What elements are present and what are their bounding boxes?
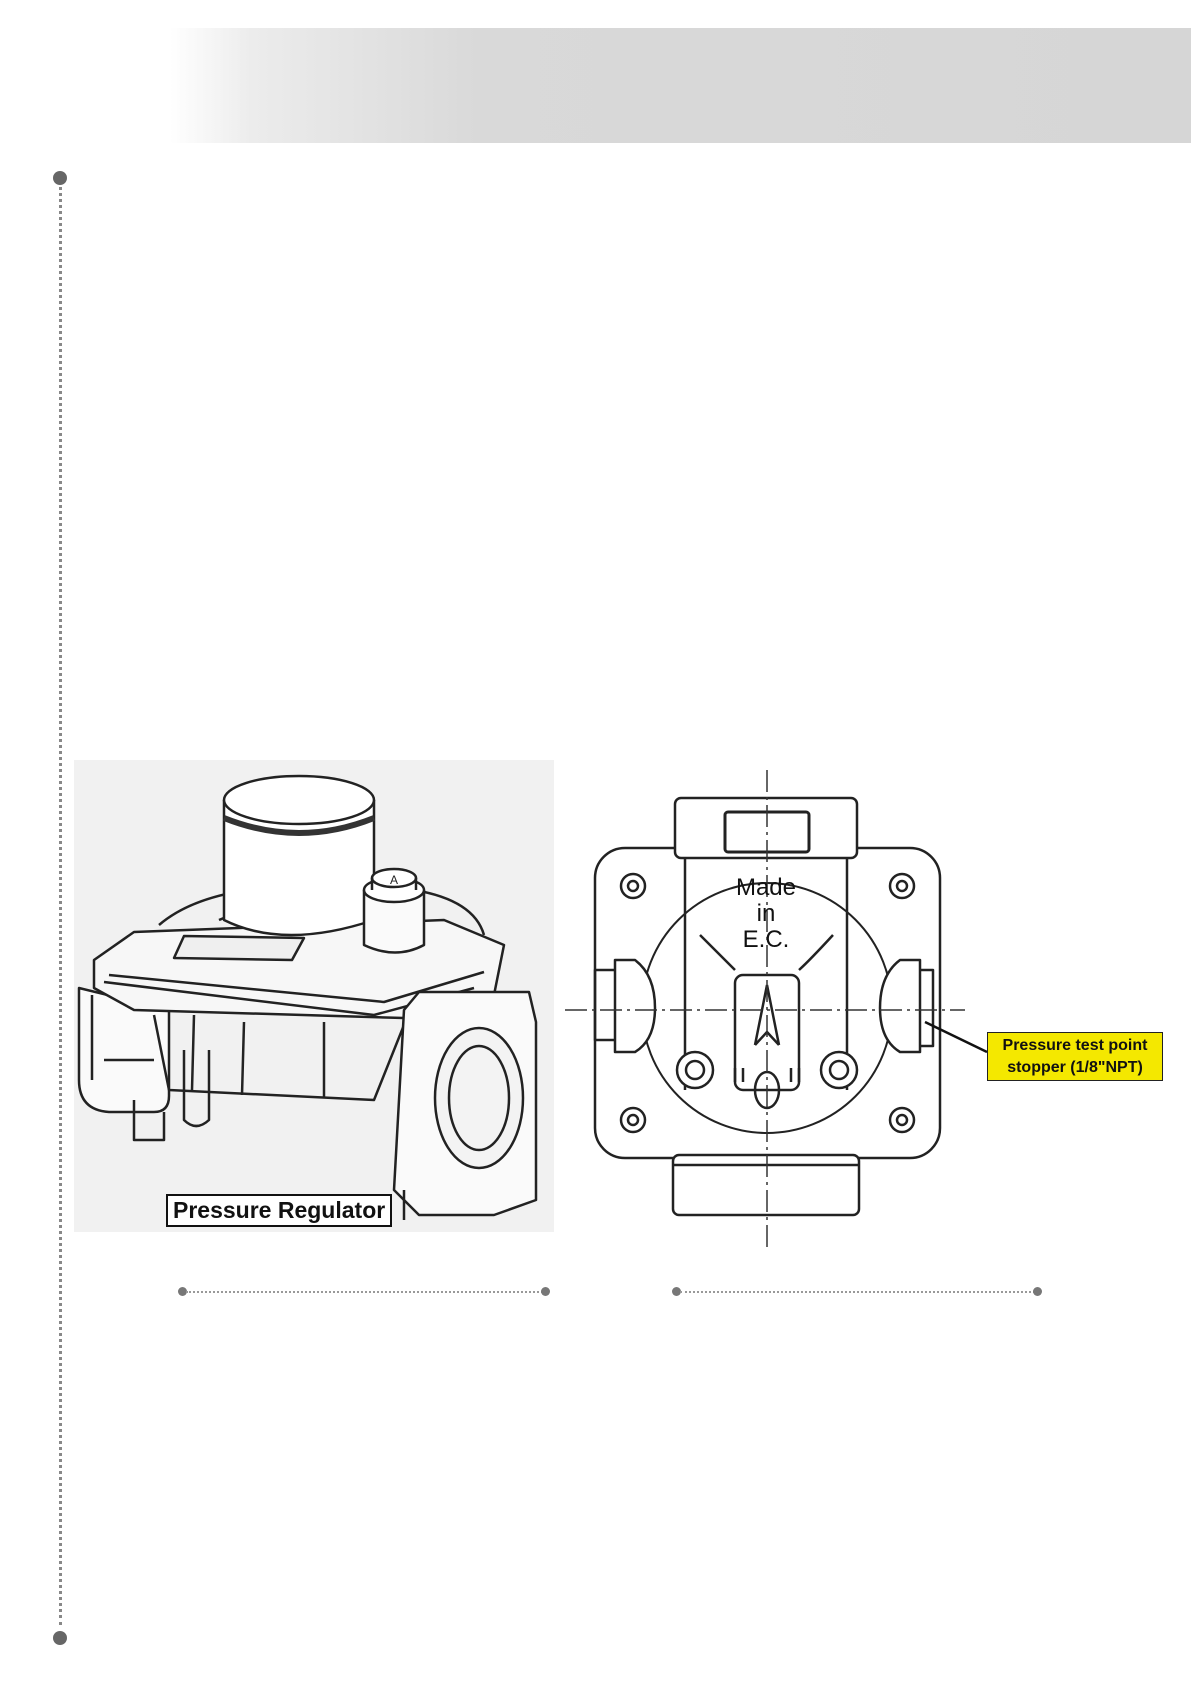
timeline-dot-bottom [53,1631,67,1645]
separator-left-dot-end [541,1287,550,1296]
stamp-made: Made [735,874,797,901]
stamp-in: in [756,900,776,927]
cap-mark: A [389,873,399,887]
callout-line-1: Pressure test point [1002,1037,1148,1054]
regulator-top-view-figure [565,770,1185,1260]
pressure-test-point-callout [987,1032,1163,1081]
top-view-drawing [565,770,1185,1260]
separator-left [186,1291,543,1293]
pressure-regulator-figure [74,760,554,1232]
separator-right [680,1291,1035,1293]
regulator-caption: Pressure Regulator [166,1194,392,1227]
regulator-drawing [74,760,554,1232]
callout-line-2: stopper (1/8"NPT) [1007,1059,1143,1076]
timeline-dot-top [53,171,67,185]
stamp-ec: E.C. [742,926,790,953]
timeline-line [59,180,62,1625]
header-band [170,28,1191,143]
separator-right-dot-end [1033,1287,1042,1296]
